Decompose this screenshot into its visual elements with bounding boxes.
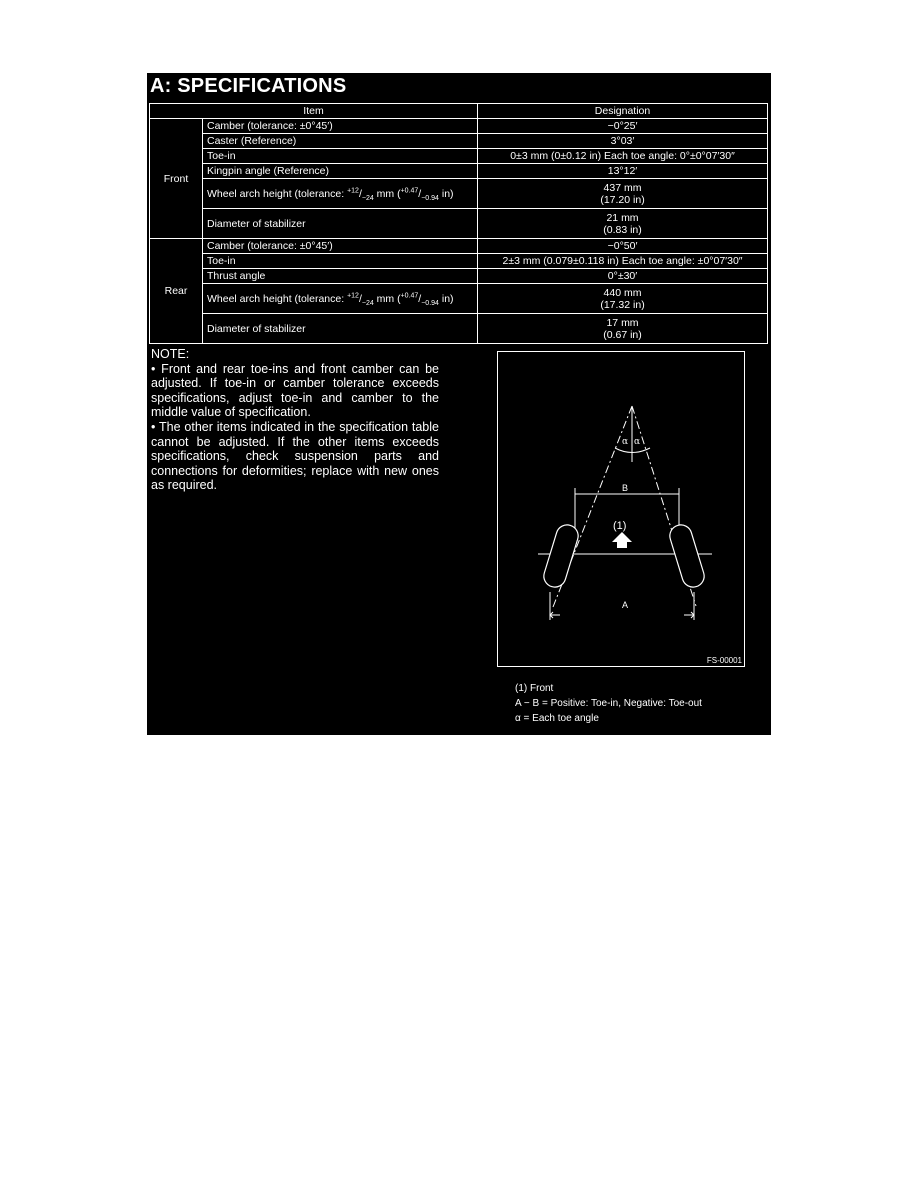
value-line: (17.20 in) bbox=[600, 193, 645, 206]
value-line: (17.32 in) bbox=[600, 298, 645, 311]
in-tolerance-upper: +0.47 bbox=[400, 292, 419, 299]
legend-front: (1) Front bbox=[515, 683, 554, 694]
item-cell: Camber (tolerance: ±0°45′) bbox=[203, 239, 478, 254]
figure-code: FS-00001 bbox=[706, 656, 742, 665]
table-row bbox=[150, 119, 768, 134]
value-line: 437 mm bbox=[603, 181, 642, 194]
value-line: (0.67 in) bbox=[603, 328, 642, 341]
value-cell bbox=[478, 314, 768, 344]
item-text: in) bbox=[438, 187, 454, 200]
value-cell: 0±3 mm (0±0.12 in) Each toe angle: 0°±0°07′30″ bbox=[478, 149, 768, 164]
dimension-b-label: B bbox=[622, 483, 629, 493]
value-cell: 0°±30′ bbox=[478, 269, 768, 284]
item-cell: Diameter of stabilizer bbox=[203, 314, 478, 344]
table-row bbox=[150, 134, 768, 149]
item-text: mm ( bbox=[373, 187, 401, 200]
left-wheel bbox=[541, 522, 581, 590]
in-tolerance-lower: −0.94 bbox=[421, 194, 439, 202]
specifications-panel bbox=[147, 73, 771, 735]
item-cell: Wheel arch height (tolerance: $^{+12}/_{-24}$ mm ($^{+0.47}/_{-0.94}$ in) bbox=[203, 284, 478, 314]
figure-legend bbox=[515, 681, 702, 726]
front-callout-label: (1) bbox=[613, 520, 627, 532]
column-header-item: Item bbox=[150, 104, 478, 119]
item-text: mm ( bbox=[373, 292, 401, 305]
right-wheel bbox=[667, 522, 707, 590]
legend-alpha: α = Each toe angle bbox=[515, 713, 599, 724]
page-title: A: SPECIFICATIONS bbox=[150, 75, 347, 97]
alpha-right-label: α bbox=[634, 437, 641, 447]
value-cell: −0°50′ bbox=[478, 239, 768, 254]
toe-angle-figure bbox=[497, 351, 745, 667]
item-text: Wheel arch height (tolerance: bbox=[207, 292, 348, 305]
value-cell: −0°25′ bbox=[478, 119, 768, 134]
item-text: in) bbox=[438, 292, 454, 305]
item-cell: Kingpin angle (Reference) bbox=[203, 164, 478, 179]
item-cell: Diameter of stabilizer bbox=[203, 209, 478, 239]
legend-a-minus-b: A − B = Positive: Toe-in, Negative: Toe-out bbox=[515, 698, 702, 709]
item-cell: Wheel arch height (tolerance: $^{+12}/_{-24}$ mm ($^{+0.47}/_{-0.94}$ in) bbox=[203, 179, 478, 209]
value-cell bbox=[478, 209, 768, 239]
value-line: (0.83 in) bbox=[603, 223, 642, 236]
table-row bbox=[150, 269, 768, 284]
note-bullet-not-adjustable: • The other items indicated in the specification table cannot be adjusted. If the other items exceeds specifications, check suspension parts and connections for deformities; replace with new ones as required. bbox=[151, 419, 439, 493]
item-cell: Camber (tolerance: ±0°45′) bbox=[203, 119, 478, 134]
table-row bbox=[150, 314, 768, 344]
mm-tolerance-lower: −24 bbox=[361, 299, 374, 307]
group-label-front: Front bbox=[150, 119, 203, 239]
mm-tolerance-upper: +12 bbox=[347, 187, 359, 194]
item-text: Wheel arch height (tolerance: bbox=[207, 187, 348, 200]
value-cell bbox=[478, 179, 768, 209]
mm-tolerance-upper: +12 bbox=[347, 292, 359, 299]
table-header-row bbox=[150, 104, 768, 119]
table-row bbox=[150, 149, 768, 164]
table-row bbox=[150, 239, 768, 254]
value-line: 21 mm bbox=[606, 211, 639, 224]
value-line: 440 mm bbox=[603, 286, 642, 299]
value-cell bbox=[478, 284, 768, 314]
table-row bbox=[150, 209, 768, 239]
value-cell: 3°03′ bbox=[478, 134, 768, 149]
spec-table bbox=[149, 103, 768, 344]
in-tolerance-upper: +0.47 bbox=[400, 187, 419, 194]
value-cell: 2±3 mm (0.079±0.118 in) Each toe angle: ±0°07′30″ bbox=[478, 254, 768, 269]
item-cell: Thrust angle bbox=[203, 269, 478, 284]
in-tolerance-lower: −0.94 bbox=[421, 299, 439, 307]
value-line: 17 mm bbox=[606, 316, 639, 329]
note-heading: NOTE: bbox=[151, 347, 190, 361]
note-block bbox=[151, 347, 439, 493]
dimension-a-label: A bbox=[622, 600, 629, 610]
table-row bbox=[150, 179, 768, 209]
note-bullet-adjustable: • Front and rear toe-ins and front camber can be adjusted. If toe-in or camber tolerance exceeds specifications, adjust toe-in and camber to the middle value of specification. bbox=[151, 361, 439, 420]
mm-tolerance-lower: −24 bbox=[361, 194, 374, 202]
toe-angle-diagram bbox=[498, 352, 744, 666]
table-row bbox=[150, 284, 768, 314]
table-row bbox=[150, 254, 768, 269]
item-cell: Toe-in bbox=[203, 149, 478, 164]
front-arrow-icon bbox=[612, 532, 632, 548]
group-label-rear: Rear bbox=[150, 239, 203, 344]
value-cell: 13°12′ bbox=[478, 164, 768, 179]
column-header-designation: Designation bbox=[478, 104, 768, 119]
alpha-left-label: α bbox=[622, 437, 629, 447]
item-cell: Caster (Reference) bbox=[203, 134, 478, 149]
item-cell: Toe-in bbox=[203, 254, 478, 269]
table-row bbox=[150, 164, 768, 179]
